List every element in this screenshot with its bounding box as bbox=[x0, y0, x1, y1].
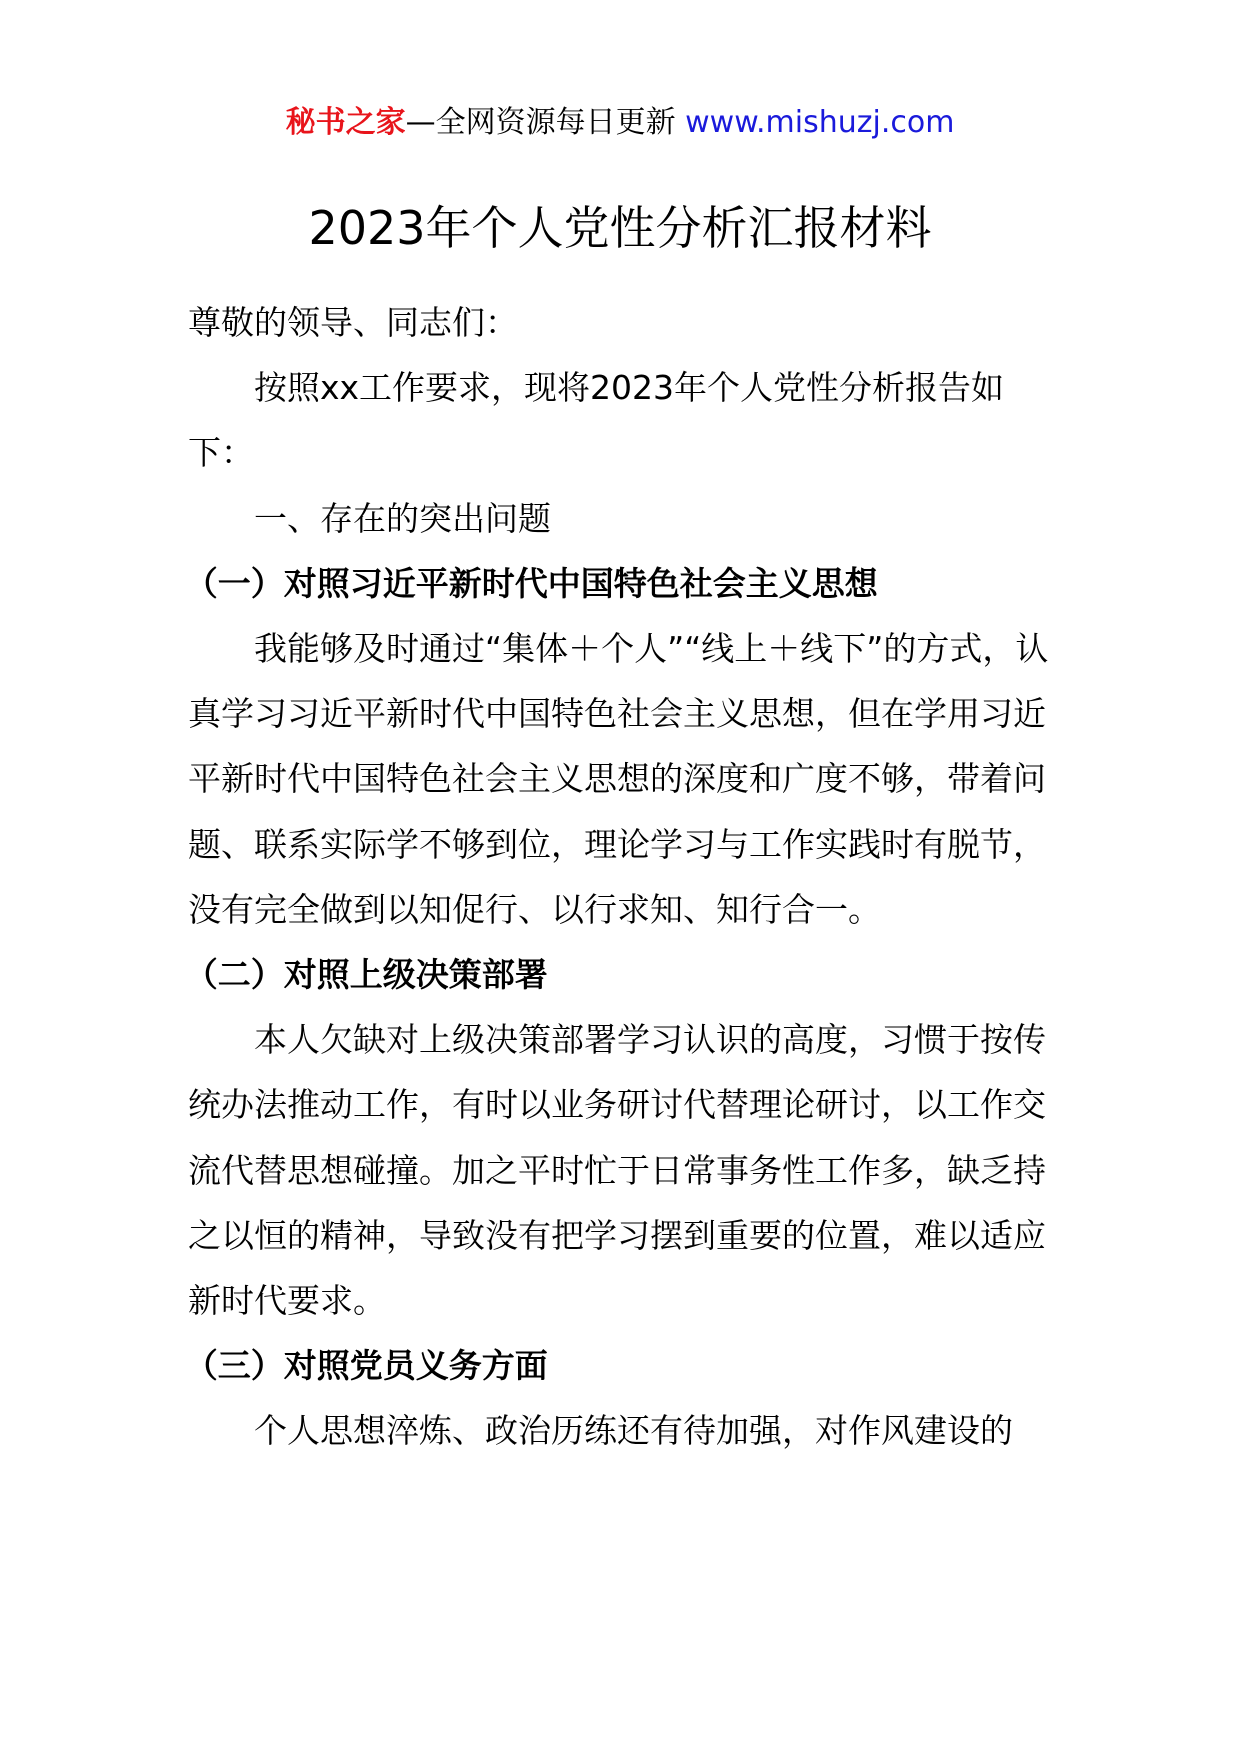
subsection-paragraph-3: 个人思想淬炼、政治历练还有待加强，对作风建设的 bbox=[254, 1411, 1013, 1451]
document-body bbox=[184, 290, 1064, 1464]
subsection-heading-2: （二）对照上级决策部署 bbox=[184, 955, 548, 995]
salutation: 尊敬的领导、同志们： bbox=[188, 303, 518, 342]
document-title: 2023年个人党性分析汇报材料 bbox=[308, 201, 932, 255]
subsection-paragraph-1: 我能够及时通过“集体＋个人”“线上＋线下”的方式，认真学习习近平新时代中国特色社会主义思想，但在学用习近平新时代中国特色社会主义思想的深度和广度不够，带着问题、联系实际学不够到位，理论学习与工作实践时有脱节，没有完全做到以知促行、以行求知、知行合一。 bbox=[188, 629, 1049, 929]
brand-name: 秘书之家 bbox=[285, 105, 406, 140]
intro-paragraph: 按照xx工作要求，现将2023年个人党性分析报告如下： bbox=[188, 368, 1005, 473]
subsection-heading-1: （一）对照习近平新时代中国特色社会主义思想 bbox=[184, 563, 878, 603]
subsection-heading-3: （三）对照党员义务方面 bbox=[184, 1346, 548, 1386]
subsection-paragraph-2: 本人欠缺对上级决策部署学习认识的高度，习惯于按传统办法推动工作，有时以业务研讨代替理论研讨，以工作交流代替思想碰撞。加之平时忙于日常事务性工作多，缺乏持之以恒的精神，导致没有把学习摆到重要的位置，难以适应新时代要求。 bbox=[188, 1020, 1046, 1321]
site-header bbox=[0, 100, 1240, 146]
section-heading-1: 一、存在的突出问题 bbox=[254, 498, 551, 538]
site-url: www.mishuzj.com bbox=[685, 105, 955, 140]
header-tagline: —全网资源每日更新 bbox=[405, 105, 686, 140]
